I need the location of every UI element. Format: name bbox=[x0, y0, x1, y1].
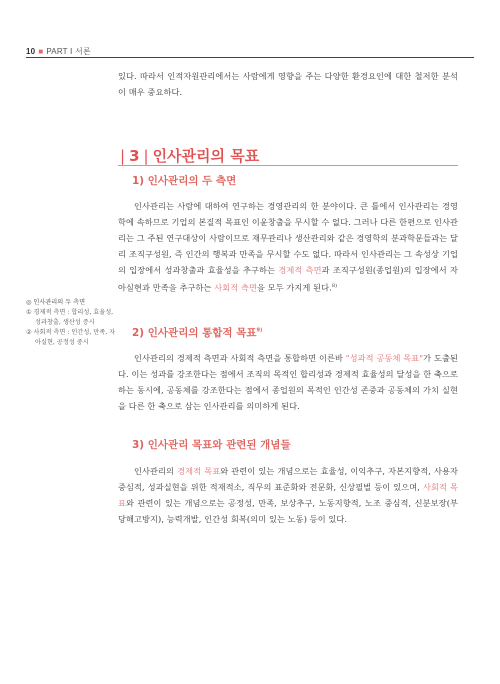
footnote-mark: 9) bbox=[256, 327, 263, 334]
page-number: 10 bbox=[26, 47, 36, 56]
side-note-item: ② 사회적 측면 : 인간성, 만족, 자아실현, 공정성 중시 bbox=[26, 329, 116, 346]
text-run: 을 모두 가지게 된다. bbox=[256, 282, 332, 293]
subsection-2-title-text: 2) 인사관리의 통합적 목표 bbox=[132, 327, 257, 339]
section-rule bbox=[118, 165, 458, 166]
part-label: PART Ⅰ 서론 bbox=[46, 47, 91, 56]
side-note-title: ◎ 인사관리의 두 측면 bbox=[26, 299, 86, 306]
section-title bbox=[120, 145, 259, 166]
section-bar: | bbox=[120, 147, 126, 165]
header-separator: ■ bbox=[38, 47, 44, 56]
side-note bbox=[26, 298, 116, 348]
subsection-1-paragraph bbox=[118, 198, 458, 296]
text-run: 인사관리의 bbox=[134, 466, 178, 476]
intro-paragraph: 있다. 따라서 인적자원관리에서는 사람에게 영향을 주는 다양한 환경요인에 대한 철저한 분석이 매우 중요하다. bbox=[118, 71, 458, 97]
subsection-1-title: 1) 인사관리의 두 측면 bbox=[132, 175, 237, 187]
section-bar-2: | bbox=[143, 147, 149, 165]
highlight-goal: "성과적 공동체 목표" bbox=[345, 353, 424, 363]
text-run: 가 도출된다. 이는 성과를 강조한다는 점에서 조직의 목적인 합리성과 경제적 효율성의 달성을 한 축으로 하는 동시에, 공동체를 강조한다는 점에서 종업원의 목적인 인간성 존중과 공동체의 가치 실현을 다른 한 축으로 삼는 인사관리를 의미하게 된다. bbox=[118, 353, 458, 411]
highlight-social-goal: 사회적 목표 bbox=[118, 482, 458, 508]
text-run: 와 관련이 있는 개념으로는 공정성, 만족, 보상추구, 노동지향적, 노조 중심적, 신분보장(부당해고방지), 능력개발, 인간성 회복(의미 있는 노동) 등이 있다. bbox=[118, 498, 458, 524]
text-run: 인사관리는 사람에 대하여 연구하는 경영관리의 한 분야이다. 큰 틀에서 인사관리는 경영학에 속하므로 기업의 본질적 목표인 이윤창출을 무시할 수 없다. 그러나 다른 한편으로 인사관리는 그 주된 연구대상이 사람이므로 재무관리나 생산관리와 같은 경영학의 분과학문들과는 달리 조직구성원, 즉 인간의 행복과 만족을 무시할 수도 없다. 따라서 인사관리는 그 속성상 기업의 입장에서 성과창출과 효율성을 추구하는 bbox=[118, 201, 458, 275]
section-title-text: 인사관리의 목표 bbox=[152, 147, 260, 165]
text-run: 인사관리의 경제적 측면과 사회적 측면을 통합하면 이른바 bbox=[134, 353, 346, 363]
highlight-economic: 경제적 측면 bbox=[278, 265, 322, 275]
highlight-economic-goal: 경제적 목표 bbox=[177, 466, 221, 476]
footnote-mark: 8) bbox=[331, 283, 338, 289]
section-number: 3 bbox=[129, 147, 140, 165]
subsection-2-paragraph bbox=[118, 350, 458, 414]
text-run: 과 조직구성원(종업원)의 입장에서 자아실현과 만족을 추구하는 bbox=[118, 265, 458, 293]
side-note-item: ① 경제적 측면 : 합리성, 효율성, 성과창출, 생산성 증시 bbox=[26, 309, 114, 326]
subsection-3-title: 3) 인사관리 목표와 관련된 개념들 bbox=[132, 439, 291, 451]
header-rule bbox=[26, 57, 474, 58]
subsection-3-paragraph bbox=[118, 463, 458, 527]
subsection-2-title bbox=[132, 325, 262, 340]
highlight-social: 사회적 측면 bbox=[214, 282, 257, 293]
running-header bbox=[26, 46, 91, 57]
text-run: 와 관련이 있는 개념으로는 효율성, 이익추구, 자본지향적, 사용자 중심적, 성과실현을 위한 적재적소, 직무의 표준화와 전문화, 신상필벌 등이 있으며, bbox=[118, 466, 458, 492]
